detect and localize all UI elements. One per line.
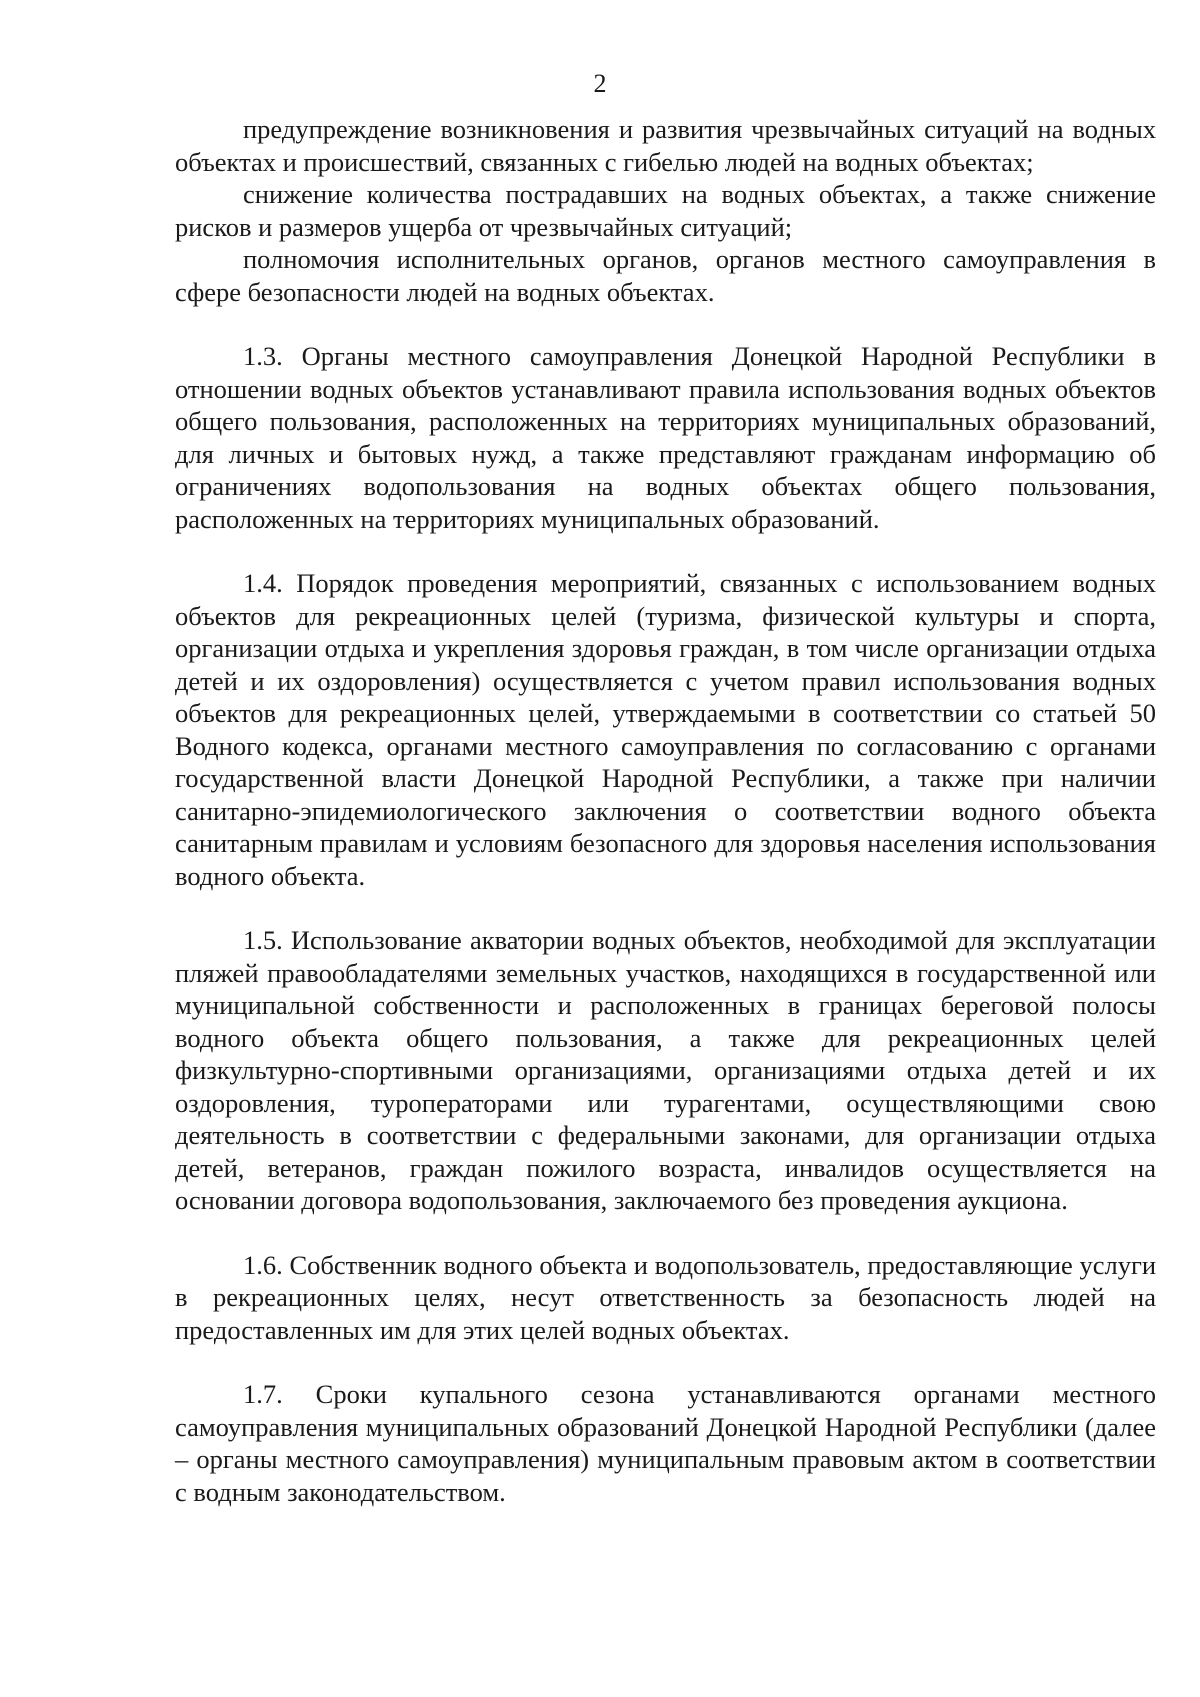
section-1-5 xyxy=(175,924,1156,1217)
paragraph: снижение количества пострадавших на водных объектах, а также снижение рисков и размеров ущерба от чрезвычайных ситуаций; xyxy=(175,179,1156,242)
intro-list xyxy=(175,113,1156,308)
section-1-4 xyxy=(175,567,1156,892)
paragraph: 1.4. Порядок проведения мероприятий, связанных с использованием водных объектов для рекреационных целей (туризма, физической культуры и спорта, организации отдыха и укрепления здоровья граждан, в том числе организации отдыха детей и их оздоровления) осуществляется с учетом правил использования водных объектов для рекреационных целей, утверждаемыми в соответствии со статьей 50 Водного кодекса, органами местного самоуправления по согласованию с органами государственной власти Донецкой Народной Республики, а также при наличии санитарно-эпидемиологического заключения о соответствии водного объекта санитарным правилам и условиям безопасного для здоровья населения использования водного объекта. xyxy=(175,568,1156,891)
paragraph: 1.7. Сроки купального сезона устанавливаются органами местного самоуправления муниципальных образований Донецкой Народной Республики (далее – органы местного самоуправления) муниципальным правовым актом в соответствии с водным законодательством. xyxy=(175,1379,1156,1507)
section-1-6 xyxy=(175,1249,1156,1347)
page-number: 2 xyxy=(593,69,607,98)
paragraph: 1.6. Собственник водного объекта и водопользователь, предоставляющие услуги в рекреационных целях, несут ответственность за безопасность людей на предоставленных им для этих целей водных объектах. xyxy=(175,1249,1156,1345)
section-1-3 xyxy=(175,340,1156,535)
paragraph: предупреждение возникновения и развития чрезвычайных ситуаций на водных объектах и происшествий, связанных с гибелью людей на водных объектах; xyxy=(175,114,1156,177)
paragraph: 1.3. Органы местного самоуправления Донецкой Народной Республики в отношении водных объектов устанавливают правила использования водных объектов общего пользования, расположенных на территориях муниципальных образований, для личных и бытовых нужд, а также представляют гражданам информацию об ограничениях водопользования на водных объектах общего пользования, расположенных на территориях муниципальных образований. xyxy=(175,341,1156,534)
document-body xyxy=(175,113,1156,1508)
paragraph: 1.5. Использование акватории водных объектов, необходимой для эксплуатации пляжей правообладателями земельных участков, находящихся в государственной или муниципальной собственности и расположенных в границах береговой полосы водного объекта общего пользования, а также для рекреационных целей физкультурно-спортивными организациями, организациями отдыха детей и их оздоровления, туроператорами или турагентами, осуществляющими свою деятельность в соответствии с федеральными законами, для организации отдыха детей, ветеранов, граждан пожилого возраста, инвалидов осуществляется на основании договора водопользования, заключаемого без проведения аукциона. xyxy=(175,925,1156,1215)
section-1-7 xyxy=(175,1378,1156,1508)
paragraph: полномочия исполнительных органов, органов местного самоуправления в сфере безопасности людей на водных объектах. xyxy=(175,244,1156,307)
